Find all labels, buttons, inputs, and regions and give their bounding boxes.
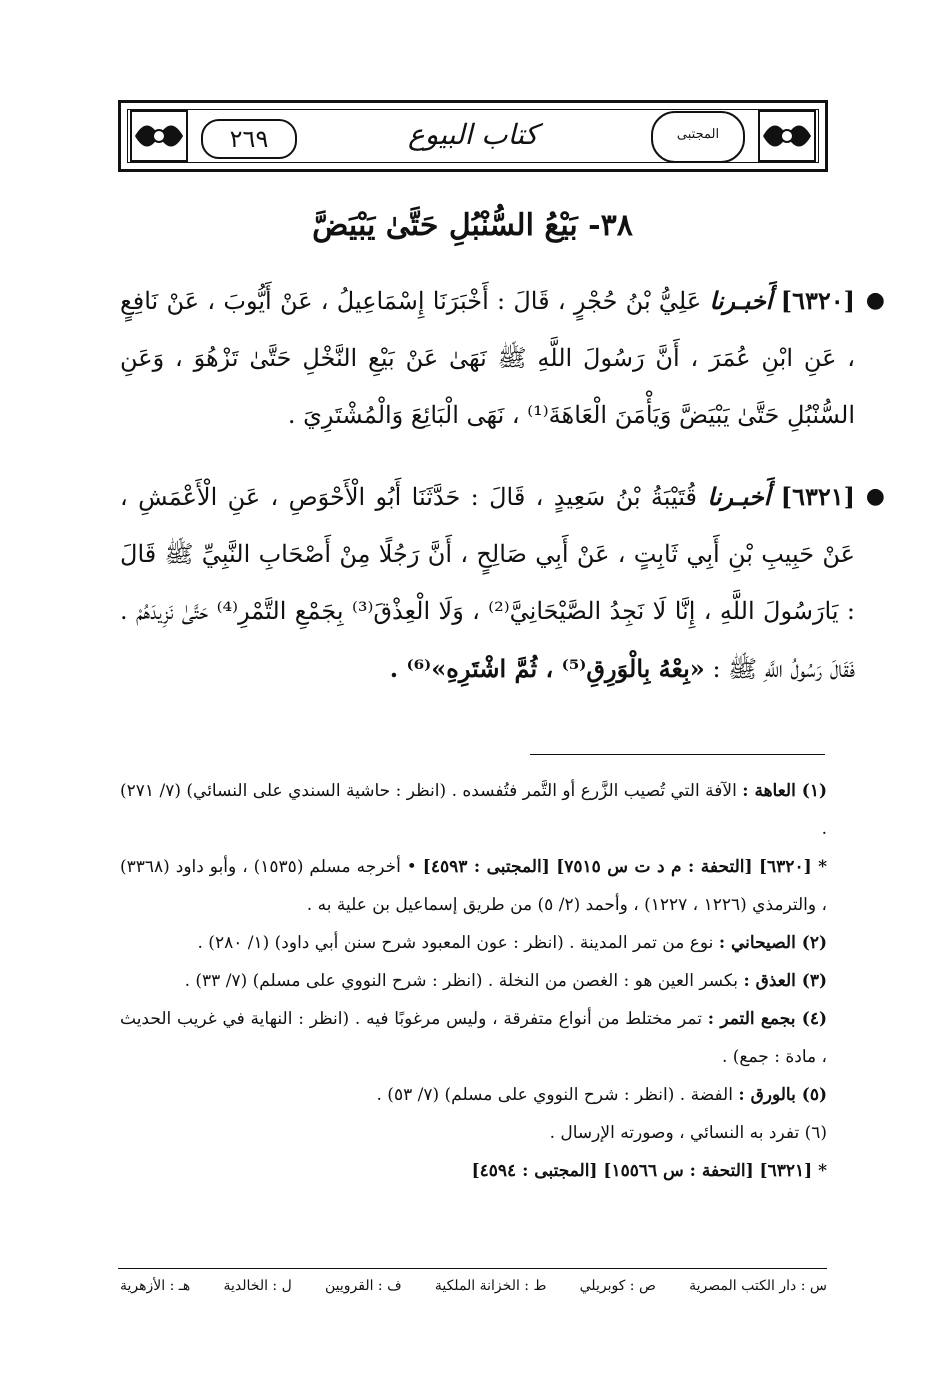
bottom-divider [118, 1268, 827, 1269]
hadith-speech: «بِعْهُ بِالْوَرِقِ⁽⁵⁾ ، ثُمَّ اشْتَرِهِ»⁽⁶⁾ . [389, 654, 705, 683]
abbrev-item: ط : الخزانة الملكية [434, 1278, 547, 1294]
manuscript-abbreviations [120, 1278, 827, 1294]
bullet-icon: ● [865, 288, 885, 313]
footnote-2: (٢) الصيحاني : نوع من تمر المدينة . (انظر : عون المعبود شرح سنن أبي داود) (١/ ٢٨٠) . [197, 933, 827, 953]
ornament-right-icon [755, 107, 819, 165]
hadith-6321 [120, 468, 885, 698]
abbrev-item: ص : كوبريلي [579, 1278, 656, 1294]
footnote-4: (٤) بجمع التمر : تمر مختلط من أنواع متفرقة ، وليس مرغوبًا فيه . (انظر : النهاية في غريب الحديث ، مادة : جمع) . [120, 1009, 827, 1067]
page-number: ٢٦٩ [201, 119, 297, 159]
footnote-1: (١) العاهة : الآفة التي تُصيب الزَّرع أو التَّمر فتُفسده . (انظر : حاشية السندي على النسائي) (٧/ ٢٧١) . [120, 781, 827, 839]
footnote-5: (٥) بالورق : الفضة . (انظر : شرح النووي على مسلم) (٧/ ٥٣) . [376, 1085, 827, 1105]
ornament-left-icon [127, 107, 191, 165]
running-header [118, 100, 828, 172]
abbrev-item: ف : القرويين [324, 1278, 402, 1294]
footnote-takhrij-6321: * [٦٣٢١] [التحفة : س ١٥٥٦٦] [المجتبى : ٤٥٩٤] [471, 1161, 827, 1181]
footnote-divider [530, 754, 825, 755]
footnote-6: (٦) تفرد به النسائي ، وصورته الإرسال . [549, 1123, 827, 1143]
footnotes [120, 772, 827, 1190]
hadith-number: [٦٣٢٠] [780, 286, 855, 315]
hadith-opening: أَخبـرنا [707, 482, 771, 511]
chapter-heading: ٣٨- بَيْعُ السُّنْبُلِ حَتَّىٰ يَبْيَضَّ [312, 208, 633, 243]
abbrev-item: س : دار الكتب المصرية [689, 1278, 827, 1294]
hadith-6320 [120, 272, 885, 444]
hadith-opening: أَخبـرنا [709, 286, 773, 315]
footnote-takhrij-6320: * [٦٣٢٠] [التحفة : م د ت س ٧٥١٥] [المجتبى : ٤٥٩٣] • أخرجه مسلم (١٥٣٥) ، وأبو داود (٣٣٦٨) ، والترمذي (١٢٢٦ ، ١٢٢٧) ، وأحمد (٢/ ٥) من طريق إسماعيل بن علية به . [120, 857, 827, 915]
hadith-number: [٦٣٢١] [780, 482, 855, 511]
hadith-text: قُتَيْبَةُ بْنُ سَعِيدٍ ، قَالَ : حَدَّثَنَا أَبُو الْأَحْوَصِ ، عَنِ الْأَعْمَشِ ، عَنْ حَبِيبِ بْنِ أَبِي ثَابِتٍ ، عَنْ أَبِي صَالِحٍ ، أَنَّ رَجُلًا مِنْ أَصْحَابِ النَّبِيِّ ﷺ قَالَ : يَارَسُولَ اللَّهِ ، إِنَّا لَا نَجِدُ الصَّيْحَانِيَّ⁽²⁾ ، وَلَا الْعِذْقَ⁽³⁾ بِجَمْعِ التَّمْرِ⁽⁴⁾ حَتَّىٰ نَزِيدَهُمْ . فَقَالَ رَسُولُ اللَّهِ ﷺ : [120, 483, 855, 683]
abbrev-item: هـ : الأزهرية [120, 1278, 191, 1294]
emblem: المجتبى [651, 111, 745, 163]
book-title: كتاب البيوع [408, 118, 538, 151]
abbrev-item: ل : الخالدية [223, 1278, 292, 1294]
bullet-icon: ● [865, 484, 885, 509]
footnote-3: (٣) العذق : بكسر العين هو : الغصن من النخلة . (انظر : شرح النووي على مسلم) (٧/ ٣٣) . [184, 971, 827, 991]
hadith-text: عَلِيُّ بْنُ حُجْرٍ ، قَالَ : أَخْبَرَنَا إِسْمَاعِيلُ ، عَنْ أَيُّوبَ ، عَنْ نَافِعٍ ، عَنِ ابْنِ عُمَرَ ، أَنَّ رَسُولَ اللَّهِ ﷺ نَهَىٰ عَنْ بَيْعِ النَّخْلِ حَتَّىٰ تَزْهُوَ ، وَعَنِ السُّنْبُلِ حَتَّىٰ يَبْيَضَّ وَيَأْمَنَ الْعَاهَةَ⁽¹⁾ ، نَهَى الْبَائِعَ وَالْمُشْتَرِيَ . [120, 287, 855, 429]
